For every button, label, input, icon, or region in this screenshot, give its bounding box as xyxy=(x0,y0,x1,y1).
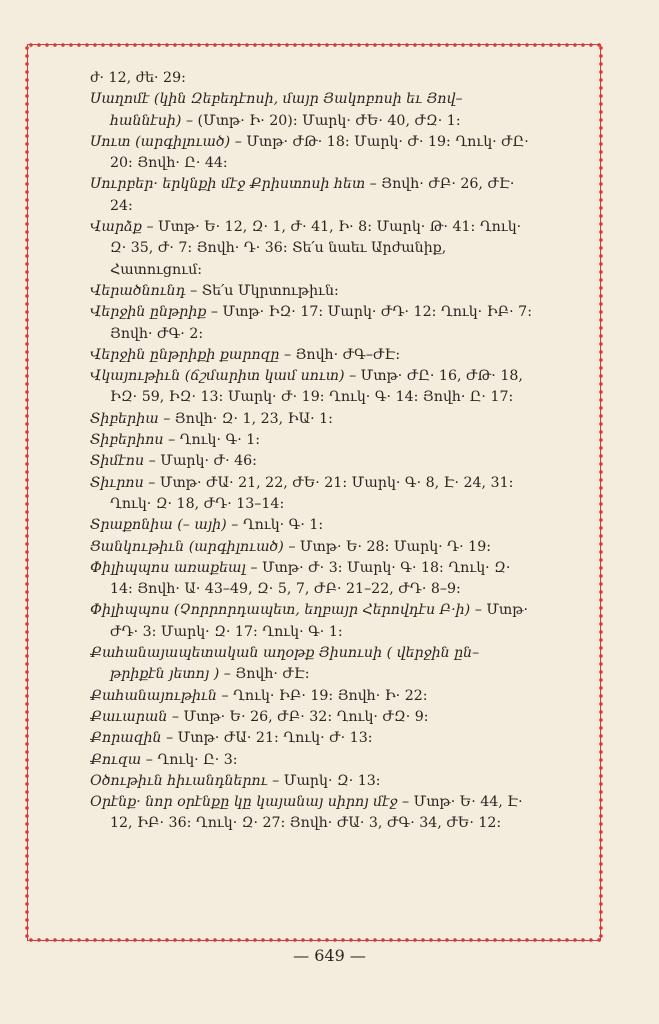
entry-term: Տիբերիա xyxy=(90,410,159,427)
entry-term: Տիւրոս xyxy=(90,474,144,491)
page-number: — 649 — xyxy=(293,946,366,965)
entry-refs: ժ· 12, ժե· 29: xyxy=(90,70,186,86)
entry-term: Սուրբեր· երկնքի մէջ Քրիստոսի հետ xyxy=(90,176,366,193)
entry-refs: – Յովհ· ԺԳ–ԺԷ: xyxy=(283,346,401,363)
entry-refs: – Մտթ· ԺԴ· 3: Մարկ· Զ· 17: Ղուկ· Գ· 1: xyxy=(110,602,528,640)
entry-refs: – Յովհ· ԺԲ· 26, ԺԷ· 24: xyxy=(110,176,515,214)
entry-refs: – Մտթ· Ե· 28: Մարկ· Դ· 19: xyxy=(288,538,492,555)
entry-refs: – Մարկ· Ժ· 46: xyxy=(148,453,257,470)
index-entry xyxy=(90,537,532,558)
index-entry xyxy=(90,515,532,536)
entry-term: Վկայութիւն (ճշմարիտ կամ սուտ) xyxy=(90,368,345,385)
entry-refs: – Մարկ· Զ· 13: xyxy=(272,772,381,789)
entry-term: Սուտ (արգիլուած) xyxy=(90,133,231,150)
entry-term: Վերջին ընթրիք xyxy=(90,304,207,321)
index-entry xyxy=(90,132,532,175)
entry-term: Քաւարան xyxy=(90,708,168,725)
index-entry xyxy=(90,558,532,601)
index-entry xyxy=(90,217,532,281)
index-entry xyxy=(90,451,532,472)
entry-refs: – Մտթ· Ե· 12, Զ· 1, Ժ· 41, Ի· 8: Մարկ· Թ· 41: Ղուկ· Զ· 35, Ժ· 7: Յովհ· Դ· 36: Տե՛ս նաեւ Արժանիք, Հատուցում: xyxy=(110,219,522,278)
entry-term: Տրաքոնիա (– այի) xyxy=(90,517,227,534)
index-entry xyxy=(90,302,532,345)
index-entry xyxy=(90,728,532,749)
entry-refs: – Մտթ· ԺԹ· 18: Մարկ· Ժ· 19: Ղուկ· ԺԸ· 20: Յովհ· Ը· 44: xyxy=(110,133,529,172)
entry-term: Վերածնունդ xyxy=(90,282,186,299)
entry-refs: – Ղուկ· Ը· 3: xyxy=(145,751,238,768)
index-entry xyxy=(90,473,532,516)
index-entry xyxy=(90,643,532,686)
index-entry xyxy=(90,409,532,430)
entry-refs: – Յովհ· ԺԷ: xyxy=(223,666,310,683)
entry-term: Քահանայութիւն xyxy=(90,687,217,704)
index-entry xyxy=(90,366,532,409)
entry-term: Փիլիպպոս առաքեալ xyxy=(90,559,246,576)
index-entry xyxy=(90,771,532,792)
entry-refs: – Մտթ· Ե· 26, ԺԲ· 32: Ղուկ· ԺԶ· 9: xyxy=(171,708,429,725)
entry-refs: – Յովհ· Զ· 1, 23, ԻԱ· 1: xyxy=(163,410,333,427)
ornament-left xyxy=(24,44,30,941)
index-entry xyxy=(90,174,532,217)
entry-term: Քուզա xyxy=(90,751,142,768)
entry-term: Սաղոմէ (կին Զեբեդէոսի, մայր Յակոբոսի եւ Յով–հաննէսի) xyxy=(90,91,463,129)
index-entry xyxy=(90,750,532,771)
entry-term: Քորազին xyxy=(90,730,162,747)
index-entry xyxy=(90,68,532,89)
index-entry xyxy=(90,281,532,302)
entry-refs: – Մտթ· ԺԱ· 21: Ղուկ· Ժ· 13: xyxy=(166,730,373,747)
entry-term: Փիլիպպոս (Չորրորդապետ, եղբայր Հերովդէս Բ·ի) xyxy=(90,602,471,619)
ornament-top xyxy=(27,42,601,48)
entry-refs: – Մտթ· ԺԱ· 21, 22, ԺԵ· 21: Մարկ· Գ· 8, Է· 24, 31: Ղուկ· Զ· 18, ԺԴ· 13–14: xyxy=(110,474,514,512)
entry-term: Քահանայապետական աղօթք Յիսուսի ( վերջին ըն–թրիքէն յետոյ ) xyxy=(90,645,480,683)
entry-term: Օրէնք· նոր օրէնքը կը կայանայ սիրոյ մէջ xyxy=(90,794,398,811)
entry-refs: – Ղուկ· ԻԲ· 19: Յովհ· Ի· 22: xyxy=(221,687,428,704)
entry-refs: – Ղուկ· Գ· 1: xyxy=(168,432,261,449)
entry-refs: – Ղուկ· Գ· 1: xyxy=(231,517,324,534)
entry-refs: – Մտթ· Ե· 44, Է· 12, ԻԲ· 36: Ղուկ· Զ· 27: Յովհ· ԺԱ· 3, ԺԳ· 34, ԺԵ· 12: xyxy=(110,794,523,832)
entry-term: Տիմէոս xyxy=(90,453,145,470)
index-entry xyxy=(90,707,532,728)
index-entry xyxy=(90,345,532,366)
index-entry xyxy=(90,430,532,451)
entry-term: Վերջին ընթրիքի քարոզը xyxy=(90,346,280,363)
entry-term: Վարձք xyxy=(90,219,142,236)
entry-refs: – (Մտթ· Ի· 20): Մարկ· ԺԵ· 40, ԺԶ· 1: xyxy=(185,112,461,129)
ornament-right xyxy=(598,44,604,941)
entry-refs: – Մտթ· ԺԸ· 16, ԺԹ· 18, ԻԶ· 59, ԻԶ· 13: Մարկ· Ժ· 19: Ղուկ· Գ· 14: Յովհ· Ը· 17: xyxy=(110,368,523,406)
ornament-bottom xyxy=(27,937,601,943)
entry-term: Օծութիւն հիւանդներու xyxy=(90,772,268,789)
entry-refs: – Տե՛ս Մկրտութիւն: xyxy=(190,282,339,299)
index-entry xyxy=(90,686,532,707)
index-entries xyxy=(90,68,532,858)
entry-refs: – Մտթ· ԻԶ· 17: Մարկ· ԺԴ· 12: Ղուկ· ԻԲ· 7: Յովհ· ԺԳ· 2: xyxy=(110,304,532,342)
index-entry xyxy=(90,600,532,643)
index-entry xyxy=(90,89,532,132)
entry-refs: – Մտթ· Ժ· 3: Մարկ· Գ· 18: Ղուկ· Զ· 14: Յովհ· Ա· 43–49, Զ· 5, 7, ԺԲ· 21–22, ԺԴ· 8–9: xyxy=(110,559,511,598)
entry-term: Տիբերիոս xyxy=(90,432,164,449)
entry-term: Ցանկութիւն (արգիլուած) xyxy=(90,538,284,555)
index-entry xyxy=(90,792,532,835)
